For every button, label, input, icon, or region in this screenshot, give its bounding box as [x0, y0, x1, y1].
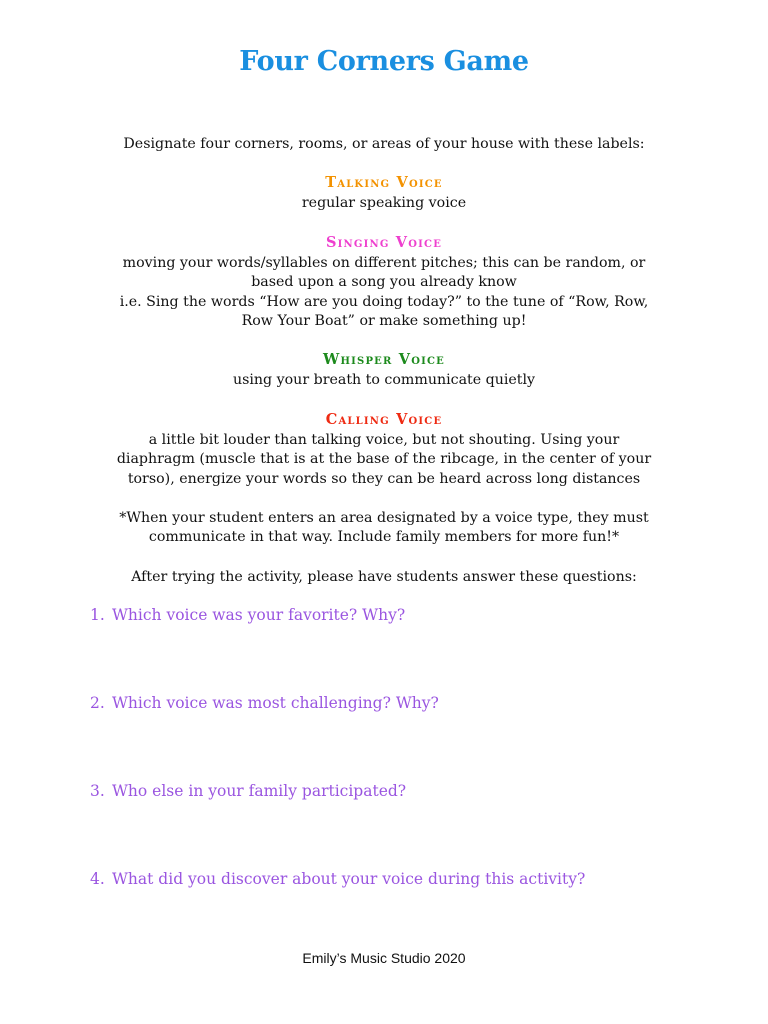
question-item: [90, 694, 730, 712]
question-number: 4.: [90, 870, 105, 888]
question-item: [90, 782, 730, 800]
description-line: using your breath to communicate quietly: [232, 372, 536, 388]
description-line: moving your words/syllables on different pitches; this can be random, or: [122, 255, 646, 271]
question-text: What did you discover about your voice during this activity?: [112, 870, 586, 888]
question-text: Which voice was your favorite? Why?: [112, 606, 406, 624]
page-title: Four Corners Game: [239, 46, 529, 77]
note-line: communicate in that way. Include family members for more fun!*: [148, 529, 620, 546]
description-line: based upon a song you already know: [251, 274, 517, 291]
question-number: 1.: [90, 606, 105, 624]
singing-voice-description: [60, 254, 708, 332]
question-item: [90, 870, 730, 888]
question-number: 2.: [90, 694, 105, 712]
question-text: Who else in your family participated?: [112, 782, 407, 800]
description-line: regular speaking voice: [301, 195, 467, 211]
description-line: torso), energize your words so they can be heard across long distances: [127, 470, 641, 487]
question-text: Which voice was most challenging? Why?: [112, 694, 439, 712]
whisper-voice-heading: Whisper Voice: [323, 351, 445, 368]
note-line: *When your student enters an area designated by a voice type, they must: [119, 510, 649, 526]
whisper-voice-description: [60, 371, 708, 390]
footer-credit: Emily’s Music Studio 2020: [302, 950, 466, 966]
activity-note: [60, 509, 708, 548]
singing-voice-heading: Singing Voice: [325, 234, 443, 251]
question-number: 3.: [90, 782, 105, 800]
talking-voice-description: [60, 194, 708, 213]
talking-voice-heading: Talking Voice: [325, 174, 443, 191]
description-line: Row Your Boat” or make something up!: [241, 313, 527, 330]
calling-voice-heading: Calling Voice: [325, 411, 443, 428]
question-item: [90, 606, 730, 624]
calling-voice-description: [60, 431, 708, 489]
questions-intro: After trying the activity, please have students answer these questions:: [131, 569, 637, 585]
description-line: diaphragm (muscle that is at the base of the ribcage, in the center of your: [116, 451, 652, 468]
intro-text: Designate four corners, rooms, or areas of your house with these labels:: [123, 136, 645, 152]
description-line: a little bit louder than talking voice, but not shouting. Using your: [148, 432, 620, 448]
description-line: i.e. Sing the words “How are you doing today?” to the tune of “Row, Row,: [119, 293, 649, 310]
